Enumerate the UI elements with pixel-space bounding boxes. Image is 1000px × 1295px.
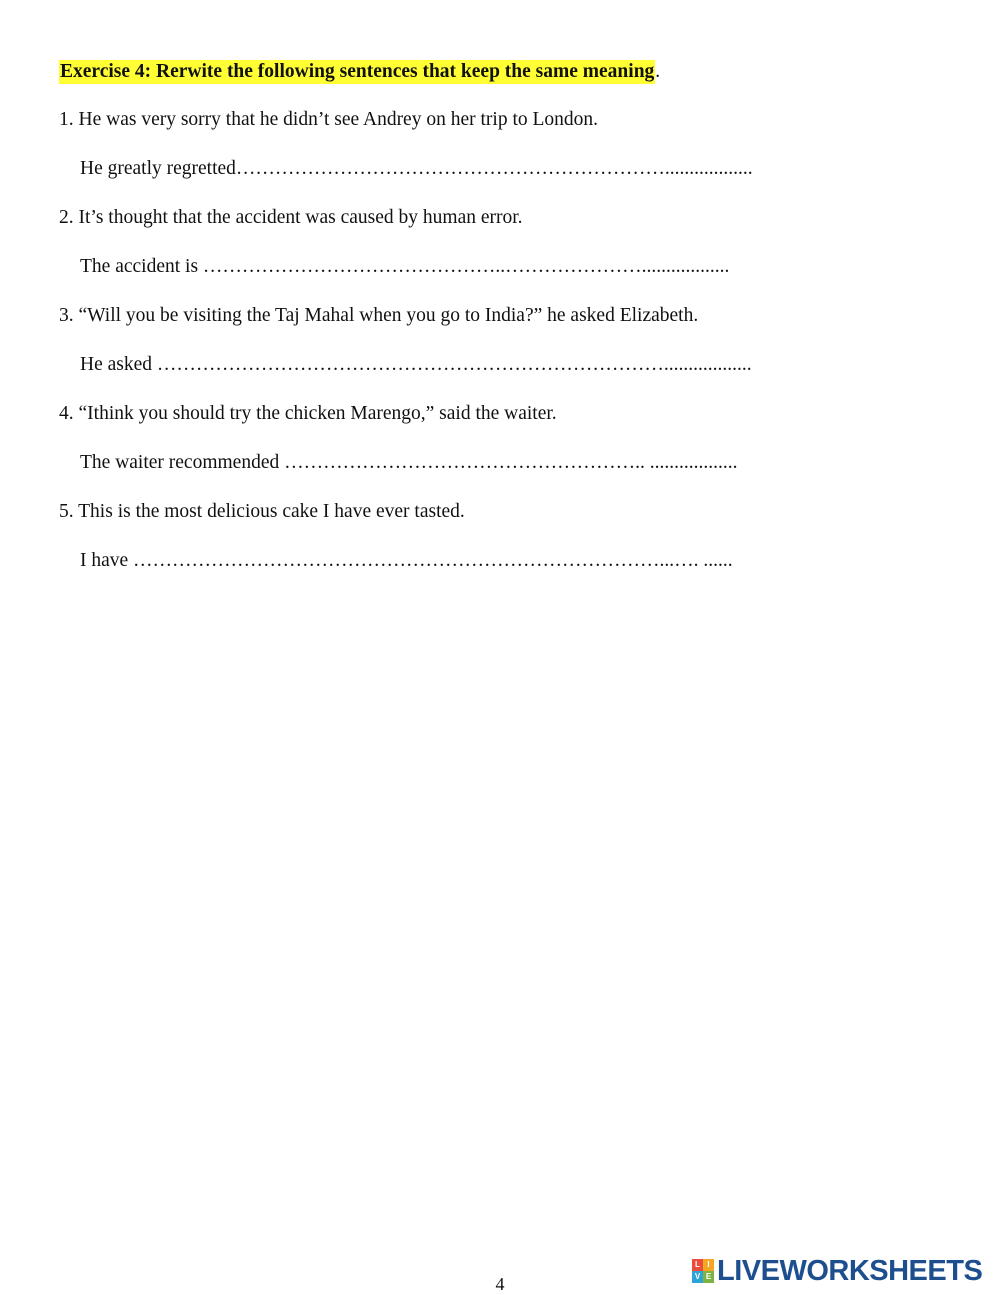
answer-line-5[interactable]: I have ………………………………………………………………………...…. ...... <box>80 550 733 571</box>
question-2: 2. It’s thought that the accident was caused by human error. <box>59 207 523 228</box>
logo-letter-e: E <box>703 1271 714 1283</box>
logo-letter-v: V <box>692 1271 703 1283</box>
question-1: 1. He was very sorry that he didn’t see Andrey on her trip to London. <box>59 109 599 130</box>
logo-letter-i: I <box>703 1259 714 1271</box>
answer-line-1[interactable]: He greatly regretted………………………………………………………….................. <box>80 158 753 179</box>
answer-line-3[interactable]: He asked …………………………………………………………………….................. <box>80 354 752 375</box>
question-3: 3. “Will you be visiting the Taj Mahal when you go to India?” he asked Elizabeth. <box>59 305 699 326</box>
logo-letter-l: L <box>692 1259 703 1271</box>
exercise-title: Exercise 4: Rerwite the following sentences that keep the same meaning <box>60 61 655 82</box>
page-number: 4 <box>495 1274 505 1294</box>
exercise-title-period: . <box>655 61 661 82</box>
liveworksheets-wordmark: LIVEWORKSHEETS <box>717 1255 983 1287</box>
liveworksheets-logo <box>692 1254 982 1288</box>
answer-line-2[interactable]: The accident is ………………………………………..………………….................. <box>80 256 730 277</box>
answer-line-4[interactable]: The waiter recommended ……………………………………………….. .................. <box>80 452 738 473</box>
exercise-heading <box>59 58 660 86</box>
question-5: 5. This is the most delicious cake I have ever tasted. <box>59 501 465 522</box>
liveworksheets-logo-icon <box>692 1259 714 1283</box>
question-4: 4. “Ithink you should try the chicken Marengo,” said the waiter. <box>59 403 557 424</box>
